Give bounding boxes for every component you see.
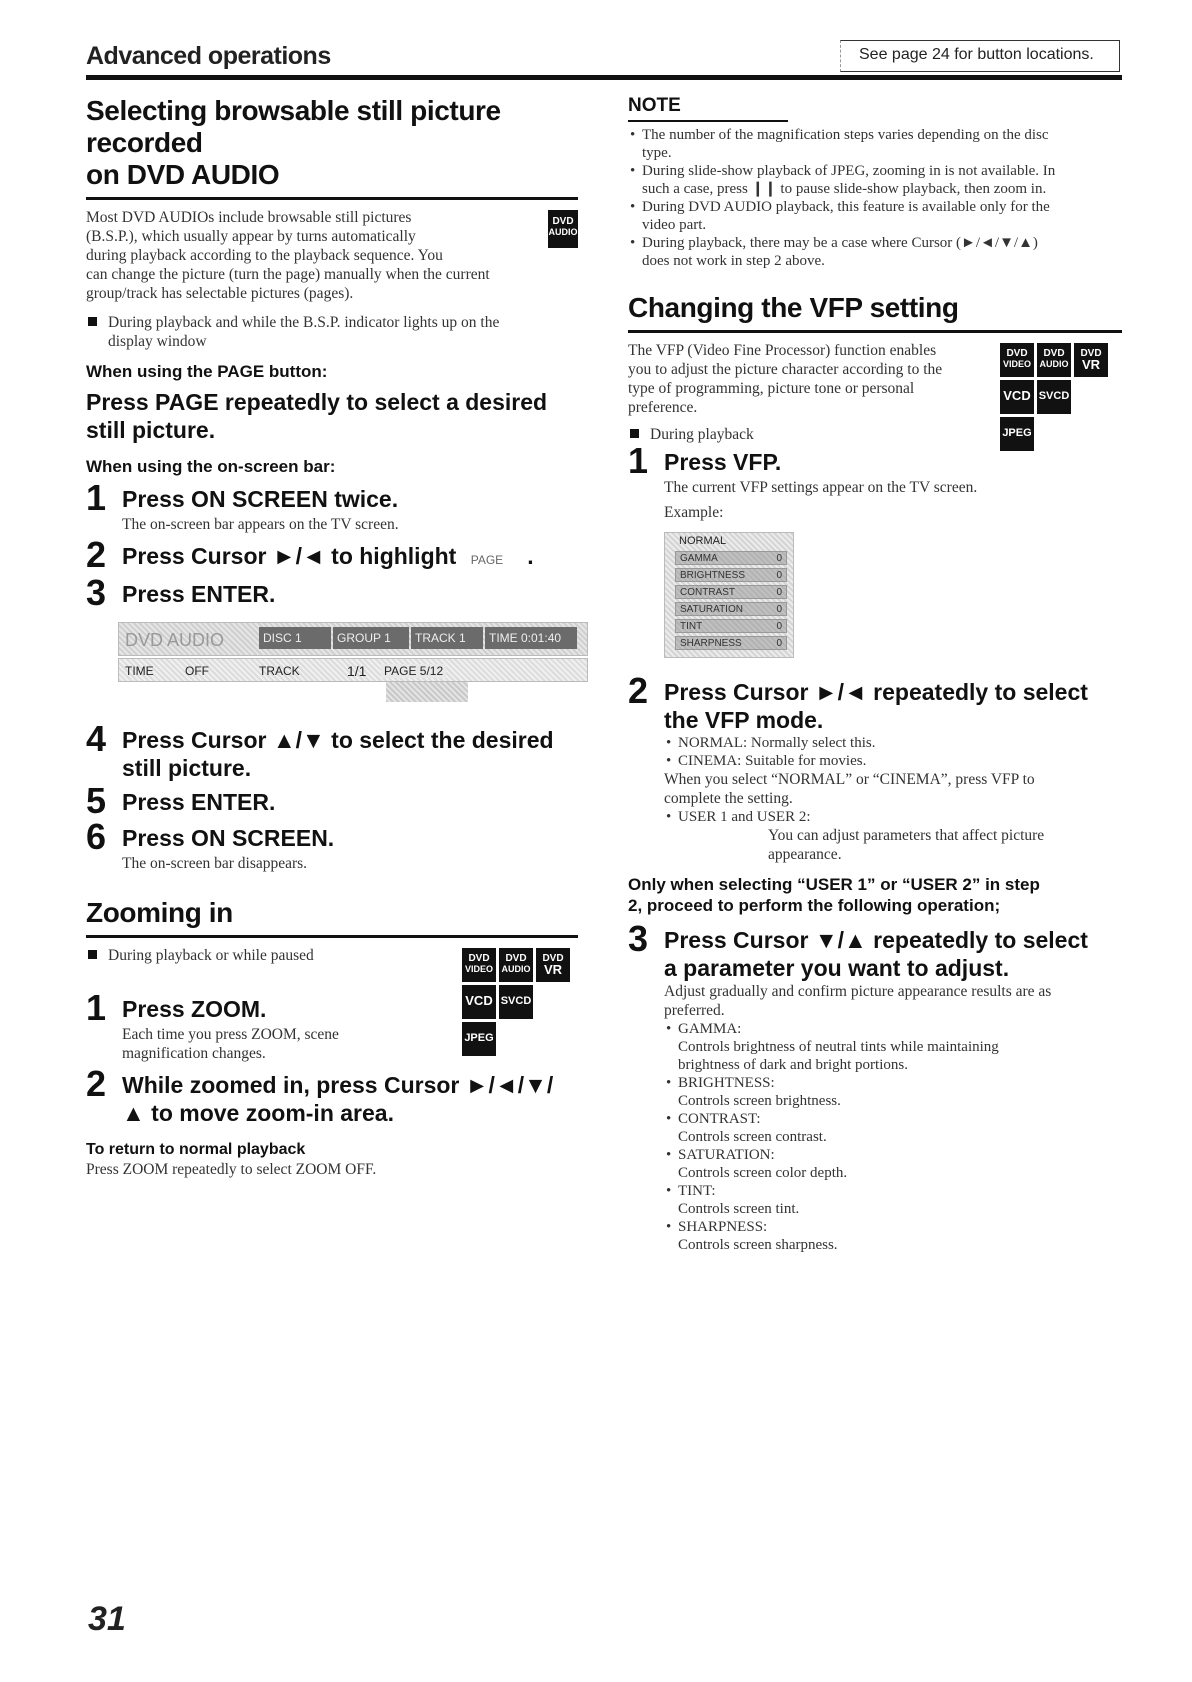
vfp-row: BRIGHTNESS 0: [675, 568, 787, 582]
page-label: PAGE: [470, 553, 504, 567]
step-3: 3 Press ENTER.: [86, 572, 276, 613]
dvd-audio-badge: DVD AUDIO: [548, 210, 578, 248]
svcd-badge: SVCD: [1037, 380, 1071, 414]
svcd-badge: SVCD: [499, 985, 533, 1019]
jpeg-badge: JPEG: [1000, 417, 1034, 451]
vfp-step-1-note: The current VFP settings appear on the TV screen.: [664, 479, 978, 496]
osd-time: TIME 0:01:40: [485, 627, 577, 649]
right-column: [628, 95, 1122, 1254]
return-text: Press ZOOM repeatedly to select ZOOM OFF.: [86, 1161, 377, 1178]
zoom-step-1: 1 Press ZOOM.: [86, 987, 267, 1028]
zoom-step-2: 2 While zoomed in, press Cursor ►/◄/▼/ ▲ to move zoom-in area.: [86, 1063, 554, 1126]
osd-bottom-row: TIME OFF TRACK 1/1 PAGE 5/12: [118, 658, 588, 682]
param-item: • SHARPNESS: Controls screen sharpness.: [666, 1219, 838, 1253]
vfp-content: DVD VIDEO DVD AUDIO DVD VR VCD SVCD JPEG The VFP (Video Fine Processor) function enables you to adjust the picture character according to the type of programming, picture tone or personal preference. During playback 1 Press VFP. The current VFP settings appear on the TV screen. Example: NORMAL GAMMA 0 BRIGHTNESS 0 CONTRAST 0 SATURATION 0 TINT 0 SHARPNESS 0 2 Press Cursor ►/◄ repeatedly to select the VFP mode. • NORMAL: Normally select this. • CINEMA: Suitable for movies. When you select “NORMAL” or “CINEMA”, press VFP to complete the setting. • USER 1 and USER 2: You can adjust parameters that affect picture appearance. Only when selecting “USER 1” or “USER 2” in step 2, proceed to perform the following operation; 3 Press Cursor ▼/▲ repeatedly to select a parameter you want to adjust. Adjust gradually and confirm picture appearance results are as preferred. • GAMMA: Controls brightness of neutral tints while maintaining brightness of dark and bright portions. • BRIGHTNESS: Controls screen brightness. • CONTRAST: Controls screen contrast. • SATURATION: Controls screen color depth. • TINT: Controls screen tint. • SHARPNESS: Controls screen sharpness.: [628, 341, 1122, 1254]
note-list: [628, 126, 1122, 270]
param-item: • BRIGHTNESS: Controls screen brightness.: [666, 1075, 841, 1109]
square-bullet-icon: [630, 429, 639, 438]
vfp-condition: During playback: [628, 425, 1122, 444]
page-reference-box: See page 24 for button locations.: [840, 40, 1120, 72]
param-item: • SATURATION: Controls screen color depth.: [666, 1147, 848, 1181]
note-item: • During slide-show playback of JPEG, zooming in is not available. In such a case, press ❙❙ to pause slide-show playback, then zoom in.: [630, 163, 1056, 197]
return-heading: To return to normal playback: [86, 1141, 306, 1158]
only-when-heading: Only when selecting “USER 1” or “USER 2” in step 2, proceed to perform the following operation;: [628, 875, 1040, 915]
note-item: • During playback, there may be a case where Cursor (►/◄/▼/▲) does not work in step 2 above.: [630, 235, 1038, 269]
vfp-mode-list: • NORMAL: Normally select this. • CINEMA: Suitable for movies. When you select “NORMAL” or “CINEMA”, press VFP to complete the setting. • USER 1 and USER 2: You can adjust parameters that affect picture appearance.: [664, 735, 1045, 863]
jpeg-badge: JPEG: [462, 1022, 496, 1056]
vfp-menu-image: [664, 532, 794, 658]
section-title-zoom: Zooming in: [86, 897, 233, 928]
osd-top-row: [118, 622, 588, 656]
note-item: • The number of the magnification steps varies depending on the disc type.: [630, 127, 1049, 161]
step-6: 6 Press ON SCREEN.: [86, 816, 335, 857]
section-title-browsable: Selecting browsable still picture recorded on DVD AUDIO: [86, 95, 501, 190]
note-title: NOTE: [628, 95, 788, 122]
left-column: [86, 95, 578, 1179]
section-rule: [628, 330, 1122, 333]
on-screen-bar-image: [118, 622, 588, 702]
osd-logo: DVD AUDIO: [125, 630, 225, 650]
osd-track: TRACK 1: [411, 627, 483, 649]
page-number: 31: [88, 1600, 126, 1638]
zoom-step-1-note: Each time you press ZOOM, scene magnification changes.: [122, 1026, 339, 1062]
param-item: • CONTRAST: Controls screen contrast.: [666, 1111, 827, 1145]
section-title-vfp: Changing the VFP setting: [628, 292, 959, 323]
zoom-condition: During playback or while paused: [86, 946, 578, 965]
vcd-badge: VCD: [1000, 380, 1034, 414]
vfp-step-1: 1 Press VFP.: [628, 440, 782, 481]
vcd-badge: VCD: [462, 985, 496, 1019]
vfp-menu-wrapper: [628, 532, 1122, 658]
vfp-row: TINT 0: [675, 619, 787, 633]
step-5: 5 Press ENTER.: [86, 780, 276, 821]
section-rule: [86, 935, 578, 938]
vfp-step-2: 2 Press Cursor ►/◄ repeatedly to select the VFP mode.: [628, 670, 1088, 733]
osd-disc: DISC 1: [259, 627, 331, 649]
dvd-vr-badge: DVD VR: [536, 948, 570, 982]
vfp-mode-label: NORMAL: [679, 535, 727, 547]
onscreen-heading: When using the on-screen bar:: [86, 457, 336, 476]
dvd-audio-badge: DVD AUDIO: [1037, 343, 1071, 377]
step-1: 1 Press ON SCREEN twice.: [86, 477, 399, 518]
vfp-row: GAMMA 0: [675, 551, 787, 565]
zoom-content: [86, 946, 578, 1179]
note-item: • During DVD AUDIO playback, this feature is available only for the video part.: [630, 199, 1050, 233]
example-label: Example:: [664, 504, 724, 521]
condition-bullet: During playback and while the B.S.P. indicator lights up on the display window: [86, 313, 578, 351]
vfp-step-3: 3 Press Cursor ▼/▲ repeatedly to select a parameter you want to adjust.: [628, 918, 1088, 981]
square-bullet-icon: [88, 317, 97, 326]
vfp-row: SHARPNESS 0: [675, 636, 787, 650]
header-rule: [86, 75, 1122, 80]
section-rule: [86, 197, 578, 200]
dvd-audio-badge: DVD AUDIO: [499, 948, 533, 982]
step-6-note: The on-screen bar disappears.: [122, 855, 308, 872]
param-item: • GAMMA: Controls brightness of neutral tints while maintaining brightness of dark and bright portions.: [666, 1021, 999, 1073]
page-instruction: Press PAGE repeatedly to select a desired still picture.: [86, 389, 548, 443]
dvd-video-badge: DVD VIDEO: [462, 948, 496, 982]
osd-page-popup: [386, 682, 468, 702]
step-2: 2 Press Cursor ►/◄ to highlight PAGE .: [86, 534, 534, 575]
step-4: 4 Press Cursor ▲/▼ to select the desired still picture.: [86, 718, 554, 781]
header-title: Advanced operations: [86, 42, 331, 70]
vfp-row: SATURATION 0: [675, 602, 787, 616]
osd-group: GROUP 1: [333, 627, 409, 649]
vfp-param-list: Adjust gradually and confirm picture appearance results are as preferred. • GAMMA: Controls brightness of neutral tints while maintaining brightness of dark and bright portions. • BRIGHTNESS: Controls screen brightness. • CONTRAST: Controls screen contrast. • SATURATION: Controls screen color depth. • TINT: Controls screen tint. • SHARPNESS: Controls screen sharpness.: [628, 982, 1122, 1254]
square-bullet-icon: [88, 950, 97, 959]
browsable-intro: DVD AUDIO Most DVD AUDIOs include browsable still pictures (B.S.P.), which usually appear by turns automatically during playback according to the playback sequence. You can change the picture (turn the page) manually when the current group/track has selectable pictures (pages).: [86, 209, 578, 302]
step-1-note: The on-screen bar appears on the TV screen.: [122, 516, 399, 533]
param-item: • TINT: Controls screen tint.: [666, 1183, 800, 1217]
page-button-heading: When using the PAGE button:: [86, 362, 328, 381]
vfp-row: CONTRAST 0: [675, 585, 787, 599]
dvd-video-badge: DVD VIDEO: [1000, 343, 1034, 377]
dvd-vr-badge: DVD VR: [1074, 343, 1108, 377]
